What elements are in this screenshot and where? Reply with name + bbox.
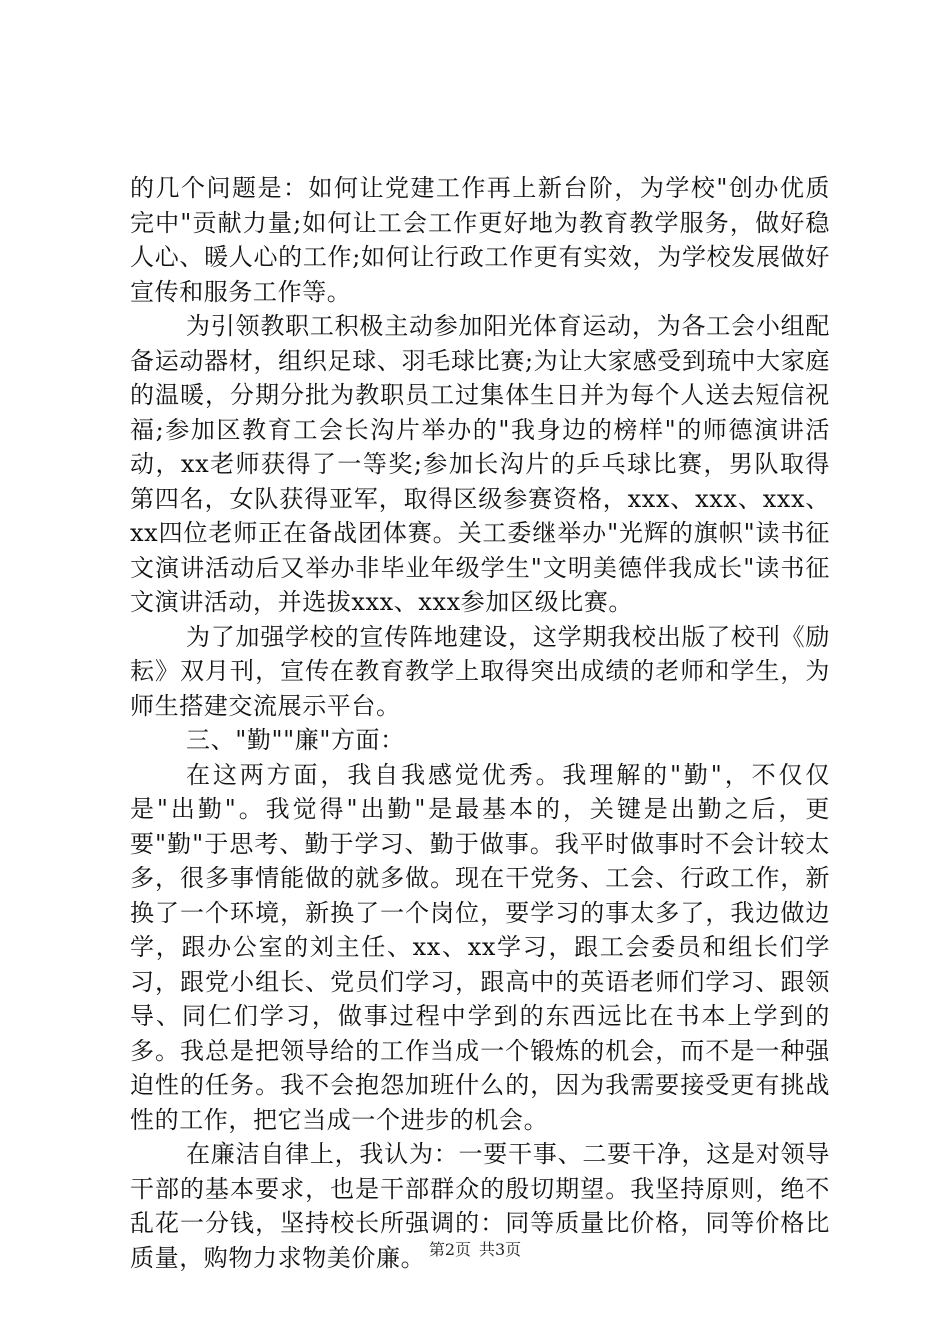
paragraph-diligence: 在这两方面，我自我感觉优秀。我理解的"勤"，不仅仅是"出勤"。我觉得"出勤"是最基本的，关键是出勤之后，更要"勤"于思考、勤于学习、勤于做事。我平时做事时不会计较太多，很多事情能做的就多做。现在干党务、工会、行政工作，新换了一个环境，新换了一个岗位，要学习的事太多了，我边做边学，跟办公室的刘主任、xx、xx学习，跟工会委员和组长们学习，跟党小组长、党员们学习，跟高中的英语老师们学习、跟领导、同仁们学习，做事过程中学到的东西远比在书本上学到的多。我总是把领导给的工作当成一个锻炼的机会，而不是一种强迫性的任务。我不会抱怨加班什么的，因为我需要接受更有挑战性的工作，把它当成一个进步的机会。 (130, 760, 830, 1134)
paragraph-union-activities: 为引领教职工积极主动参加阳光体育运动，为各工会小组配备运动器材，组织足球、羽毛球比赛;为让大家感受到琉中大家庭的温暖，分期分批为教职员工过集体生日并为每个人送去短信祝福;参加区教育工会长沟片举办的"我身边的榜样"的师德演讲活动，xx老师获得了一等奖;参加长沟片的乒乓球比赛，男队取得第四名，女队获得亚军，取得区级参赛资格，xxx、xxx、xxx、xx四位老师正在备战团体赛。关工委继举办"光辉的旗帜"读书征文演讲活动后又举办非毕业年级学生"文明美德伴我成长"读书征文演讲活动，并选拔xxx、xxx参加区级比赛。 (130, 312, 830, 616)
paragraph-school-publication: 为了加强学校的宣传阵地建设，这学期我校出版了校刊《励耘》双月刊，宣传在教育教学上取得突出成绩的老师和学生，为师生搭建交流展示平台。 (130, 622, 830, 720)
paragraph-continued: 的几个问题是：如何让党建工作再上新台阶，为学校"创办优质完中"贡献力量;如何让工会工作更好地为教育教学服务，做好稳人心、暖人心的工作;如何让行政工作更有实效，为学校发展做好宣传和服务工作等。 (130, 174, 830, 306)
section-heading-diligence-integrity: 三、"勤""廉"方面： (186, 726, 405, 754)
page-footer (0, 1240, 950, 1260)
page-number: 第2页 (428, 1240, 471, 1259)
document-body (130, 171, 830, 1275)
page-total: 共3页 (479, 1240, 522, 1259)
paragraph-integrity: 在廉洁自律上，我认为：一要干事、二要干净，这是对领导干部的基本要求，也是干部群众的殷切期望。我坚持原则，绝不乱花一分钱，坚持校长所强调的：同等质量比价格，同等价格比质量，购物力求物美价廉。 (130, 1140, 830, 1272)
